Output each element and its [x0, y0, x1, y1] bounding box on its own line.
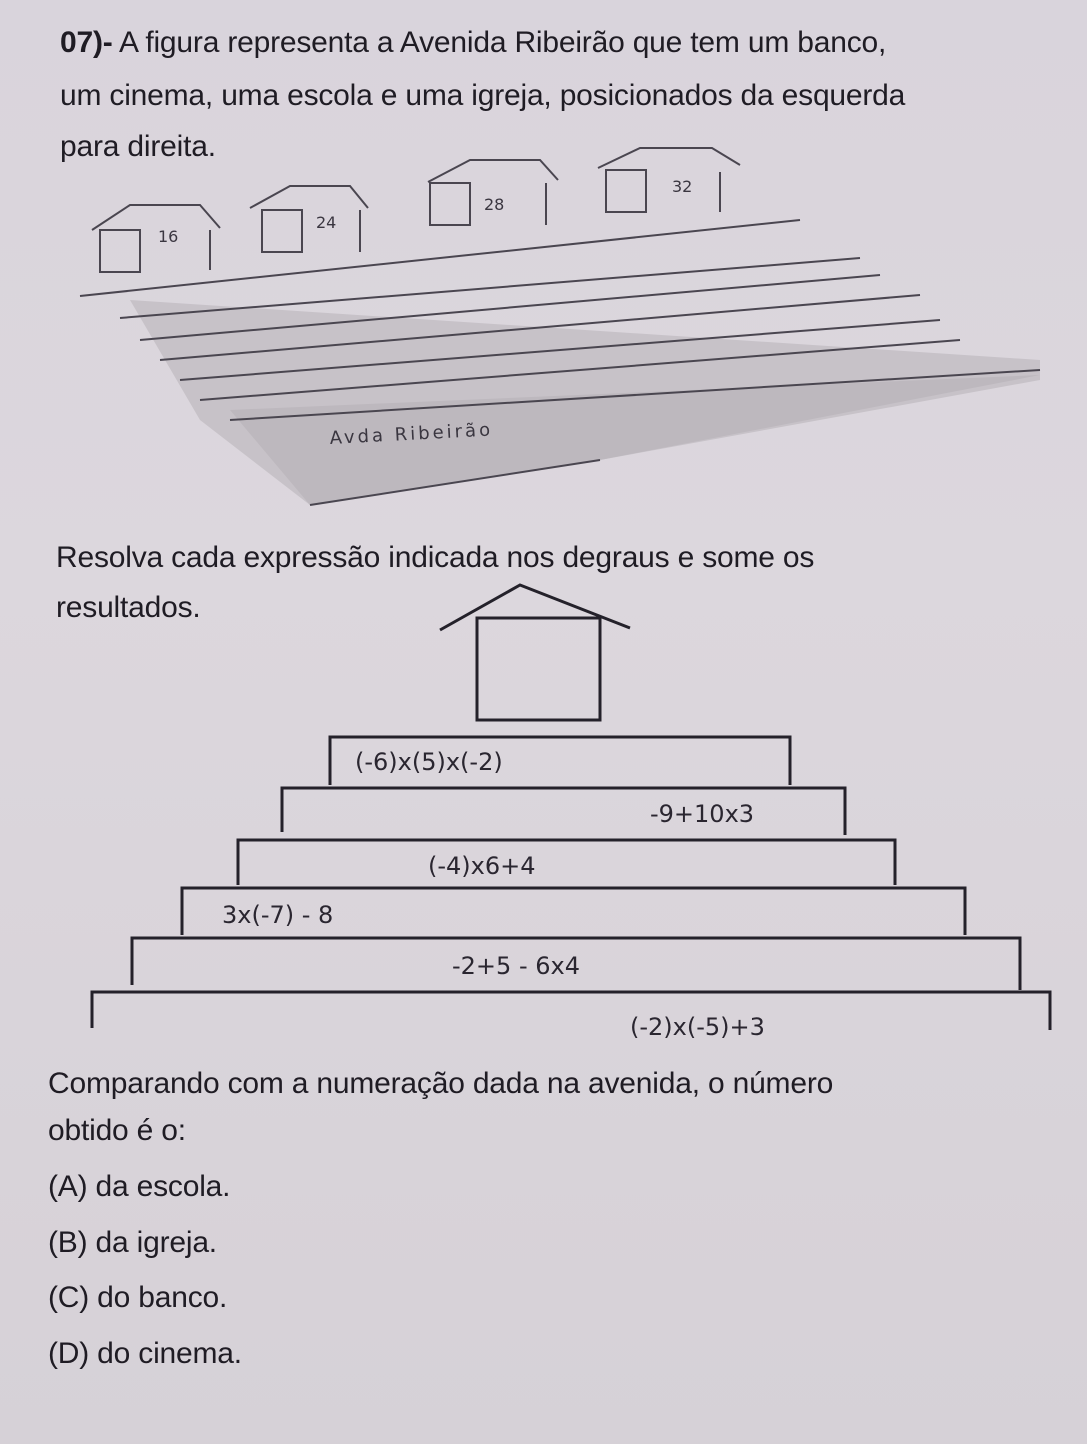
step-expression-1: (-6)x(5)x(-2) — [355, 748, 503, 776]
house-number-16: 16 — [158, 227, 179, 246]
option-d[interactable]: (D) do cinema. — [48, 1337, 242, 1370]
step-expression-5: -2+5 - 6x4 — [452, 952, 580, 980]
step-expression-2: -9+10x3 — [650, 800, 755, 828]
question-text-1: A figura representa a Avenida Ribeirão que tem um banco, — [119, 26, 887, 59]
step-expression-4: 3x(-7) - 8 — [222, 901, 334, 929]
stair-steps — [92, 737, 1050, 1030]
street-label: Avda Ribeirão — [329, 419, 494, 449]
step-expression-3: (-4)x6+4 — [428, 852, 536, 880]
top-house — [440, 585, 630, 720]
comparison-line-1: Comparando com a numeração dada na avenida, o número — [48, 1067, 834, 1100]
option-a[interactable]: (A) da escola. — [48, 1170, 231, 1203]
house-number-24: 24 — [316, 213, 337, 232]
question-number: 07)- — [60, 26, 113, 59]
house-number-32: 32 — [672, 177, 693, 196]
step-expression-6: (-2)x(-5)+3 — [630, 1013, 765, 1041]
question-statement-line-2: um cinema, uma escola e uma igreja, posicionados da esquerda — [60, 79, 906, 112]
option-c[interactable]: (C) do banco. — [48, 1281, 228, 1314]
instruction-line-2: resultados. — [56, 591, 201, 624]
instruction-line-1: Resolva cada expressão indicada nos degraus e some os — [56, 541, 815, 574]
house-number-28: 28 — [484, 195, 505, 214]
option-b[interactable]: (B) da igreja. — [48, 1226, 217, 1259]
question-statement-line-3: para direita. — [60, 130, 216, 163]
comparison-line-2: obtido é o: — [48, 1114, 186, 1147]
